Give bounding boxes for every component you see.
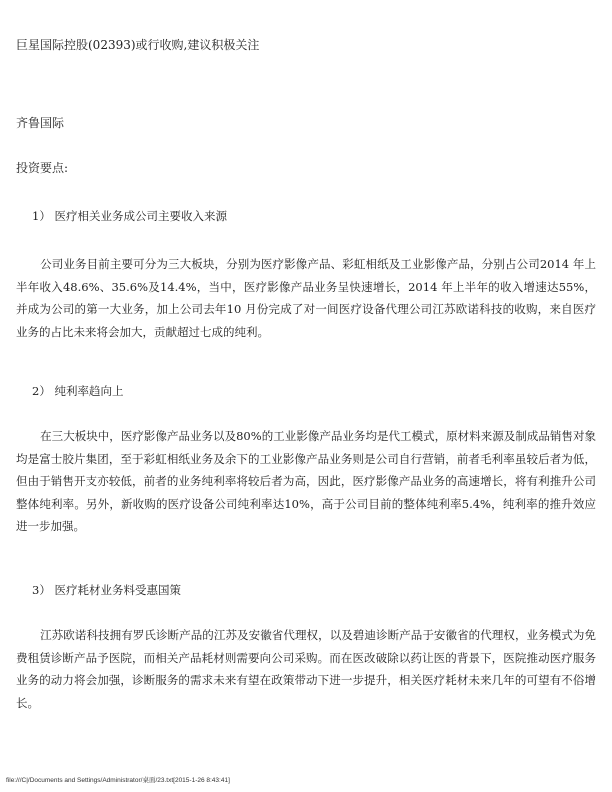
section-paragraph-1: 公司业务目前主要可分为三大板块，分别为医疗影像产品、彩虹相纸及工业影像产品，分别占公司2014 年上半年收入48.6%、35.6%及14.4%，当中，医疗影像产品业务呈快速增长，2014 年上半年的收入增速达55%，并成为公司的第一大业务，加上公司去年10 月份完成了对一间医疗设备代理公司江苏欧诺科技的收购，来自医疗业务的占比未来将会加大，贡献超过七成的纯利。 (16, 257, 596, 339)
section-paragraph-2: 在三大板块中，医疗影像产品业务以及80%的工业影像产品业务均是代工模式，原材料来源及制成品销售对象均是富士胶片集团，至于彩虹相纸业务及余下的工业影像产品业务则是公司自行营销，前者毛利率虽较后者为低，但由于销售开支亦较低，前者的业务纯利率将较后者为高，因此，医疗影像产品业务的高速增长，将有利推升公司整体纯利率。另外，新收购的医疗设备公司纯利率达10%，高于公司目前的整体纯利率5.4%，纯利率的推升效应进一步加强。 (16, 429, 596, 533)
document-title: 巨星国际控股(02393)或行收购,建议积极关注 (16, 38, 260, 52)
footer-file-path: file:///C|/Documents and Settings/Administrator/桌面/23.txt[2015-1-26 8:43:41] (6, 777, 230, 784)
section-paragraph-3: 江苏欧诺科技拥有罗氏诊断产品的江苏及安徽省代理权，以及碧迪诊断产品于安徽省的代理权，业务模式为免费租赁诊断产品予医院，而相关产品耗材则需要向公司采购。而在医改破除以药让医的背景下，医院推动医疗服务业务的动力将会加强，诊断服务的需求未来有望在政策带动下进一步提升，相关医疗耗材未来几年的可望有不俗增长。 (16, 628, 596, 710)
section-heading-1: 1） 医疗相关业务成公司主要收入来源 (32, 209, 227, 223)
source-label: 齐鲁国际 (16, 116, 65, 130)
section-heading-2: 2） 纯利率趋向上 (32, 384, 124, 398)
highlights-label: 投资要点: (16, 161, 69, 175)
section-heading-3: 3） 医疗耗材业务料受惠国策 (32, 583, 181, 597)
